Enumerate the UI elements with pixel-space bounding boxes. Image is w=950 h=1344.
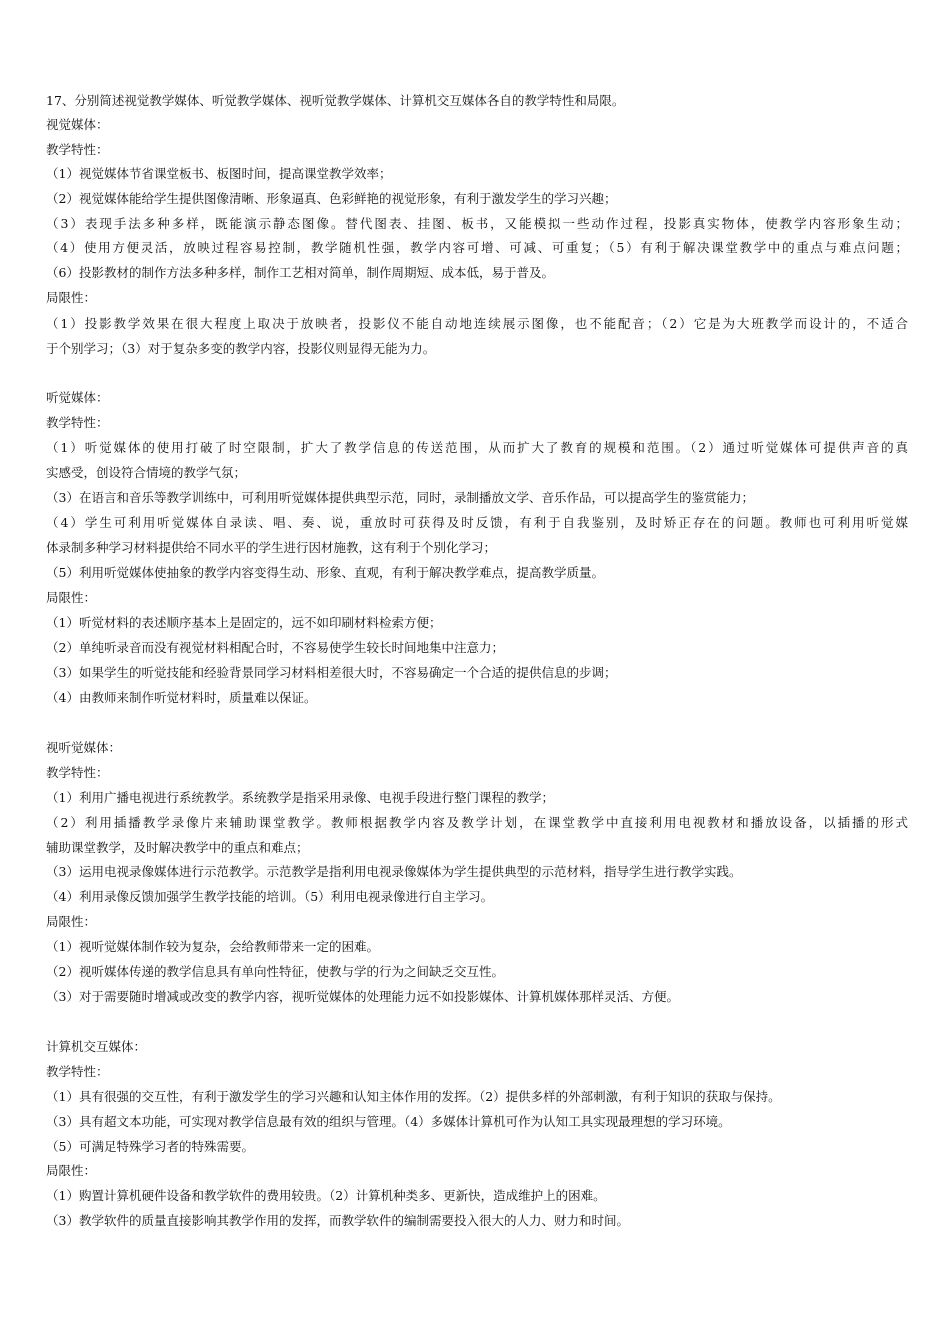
paragraph-line: （3）教学软件的质量直接影响其教学作用的发挥，而教学软件的编制需要投入很大的人力、财力和时间。 <box>46 1213 629 1228</box>
paragraph-line: （2）视听媒体传递的教学信息具有单向性特征，使教与学的行为之间缺乏交互性。 <box>46 964 504 979</box>
subheading: 局限性： <box>46 914 97 929</box>
paragraph-line: 辅助课堂教学，及时解决教学中的重点和难点； <box>46 840 309 855</box>
paragraph-line: （3）对于需要随时增减或改变的教学内容，视听觉媒体的处理能力远不如投影媒体、计算机媒体那样灵活、方便。 <box>46 989 679 1004</box>
paragraph-line: （3）在语言和音乐等教学训练中，可利用听觉媒体提供典型示范，同时，录制播放文学、音乐作品，可以提高学生的鉴赏能力； <box>46 490 754 505</box>
paragraph-line: 实感受，创设符合情境的教学气氛； <box>46 465 247 480</box>
paragraph-line: （1）投影教学效果在很大程度上取决于放映者，投影仪不能自动地连续展示图像，也不能配音；（2）它是为大班教学而设计的，不适合 <box>46 316 908 331</box>
paragraph-line: （3）具有超文本功能，可实现对教学信息最有效的组织与管理。（4）多媒体计算机可作为认知工具实现最理想的学习环境。 <box>46 1114 731 1129</box>
subheading: 教学特性： <box>46 142 109 157</box>
paragraph-line: （1）听觉媒体的使用打破了时空限制，扩大了教学信息的传送范围，从而扩大了教育的规模和范围。（2）通过听觉媒体可提供声音的真 <box>46 440 908 455</box>
paragraph-line: （4）使用方便灵活，放映过程容易控制，教学随机性强，教学内容可增、可减、可重复；（5）有利于解决课堂教学中的重点与难点问题； <box>46 240 908 255</box>
paragraph-line: （4）学生可利用听觉媒体自录读、唱、奏、说，重放时可获得及时反馈，有利于自我鉴别，及时矫正存在的问题。教师也可利用听觉媒 <box>46 515 908 530</box>
paragraph-line: （4）利用录像反馈加强学生教学技能的培训。（5）利用电视录像进行自主学习。 <box>46 889 494 904</box>
paragraph-line: （1）视听觉媒体制作较为复杂，会给教师带来一定的困难。 <box>46 939 379 954</box>
subheading: 局限性： <box>46 290 97 305</box>
paragraph-line: （2）视觉媒体能给学生提供图像清晰、形象逼真、色彩鲜艳的视觉形象，有利于激发学生的学习兴趣； <box>46 191 617 206</box>
section-heading: 视觉媒体： <box>46 117 109 132</box>
paragraph-line: （1）购置计算机硬件设备和教学软件的费用较贵。（2）计算机种类多、更新快，造成维护上的困难。 <box>46 1188 606 1203</box>
paragraph-line: （1）听觉材料的表述顺序基本上是固定的，远不如印刷材料检索方便； <box>46 615 442 630</box>
paragraph-line: （4）由教师来制作听觉材料时，质量难以保证。 <box>46 690 317 705</box>
section-heading: 听觉媒体： <box>46 390 109 405</box>
paragraph-line: 体录制多种学习材料提供给不同水平的学生进行因材施教，这有利于个别化学习； <box>46 540 497 555</box>
paragraph-line: （1）具有很强的交互性，有利于激发学生的学习兴趣和认知主体作用的发挥。（2）提供多样的外部刺激，有利于知识的获取与保持。 <box>46 1089 781 1104</box>
subheading: 教学特性： <box>46 1064 109 1079</box>
paragraph-line: （3）表现手法多种多样，既能演示静态图像。替代图表、挂图、板书，又能模拟一些动作过程，投影真实物体，使教学内容形象生动； <box>46 216 908 231</box>
section-heading: 视听觉媒体： <box>46 740 122 755</box>
subheading: 局限性： <box>46 1163 97 1178</box>
question-title: 17、分别简述视觉教学媒体、听觉教学媒体、视听觉教学媒体、计算机交互媒体各自的教学特性和局限。 <box>46 93 625 108</box>
paragraph-line: （6）投影教材的制作方法多种多样，制作工艺相对简单，制作周期短、成本低，易于普及。 <box>46 265 554 280</box>
paragraph-line: （1）利用广播电视进行系统教学。系统教学是指采用录像、电视手段进行整门课程的教学； <box>46 790 554 805</box>
paragraph-line: （2）单纯听录音而没有视觉材料相配合时，不容易使学生较长时间地集中注意力； <box>46 640 504 655</box>
paragraph-line: （2）利用插播教学录像片来辅助课堂教学。教师根据教学内容及教学计划，在课堂教学中直接利用电视教材和播放设备，以插播的形式 <box>46 815 908 830</box>
paragraph-line: 于个别学习；（3）对于复杂多变的教学内容，投影仪则显得无能为力。 <box>46 341 436 356</box>
subheading: 教学特性： <box>46 765 109 780</box>
subheading: 局限性： <box>46 590 97 605</box>
paragraph-line: （3）运用电视录像媒体进行示范教学。示范教学是指利用电视录像媒体为学生提供典型的示范材料，指导学生进行教学实践。 <box>46 864 742 879</box>
paragraph-line: （5）利用听觉媒体使抽象的教学内容变得生动、形象、直观，有利于解决教学难点，提高教学质量。 <box>46 565 604 580</box>
paragraph-line: （1）视觉媒体节省课堂板书、板图时间，提高课堂教学效率； <box>46 166 392 181</box>
section-heading: 计算机交互媒体： <box>46 1039 147 1054</box>
paragraph-line: （3）如果学生的听觉技能和经验背景同学习材料相差很大时，不容易确定一个合适的提供信息的步调； <box>46 665 617 680</box>
subheading: 教学特性： <box>46 415 109 430</box>
paragraph-line: （5）可满足特殊学习者的特殊需要。 <box>46 1139 254 1154</box>
